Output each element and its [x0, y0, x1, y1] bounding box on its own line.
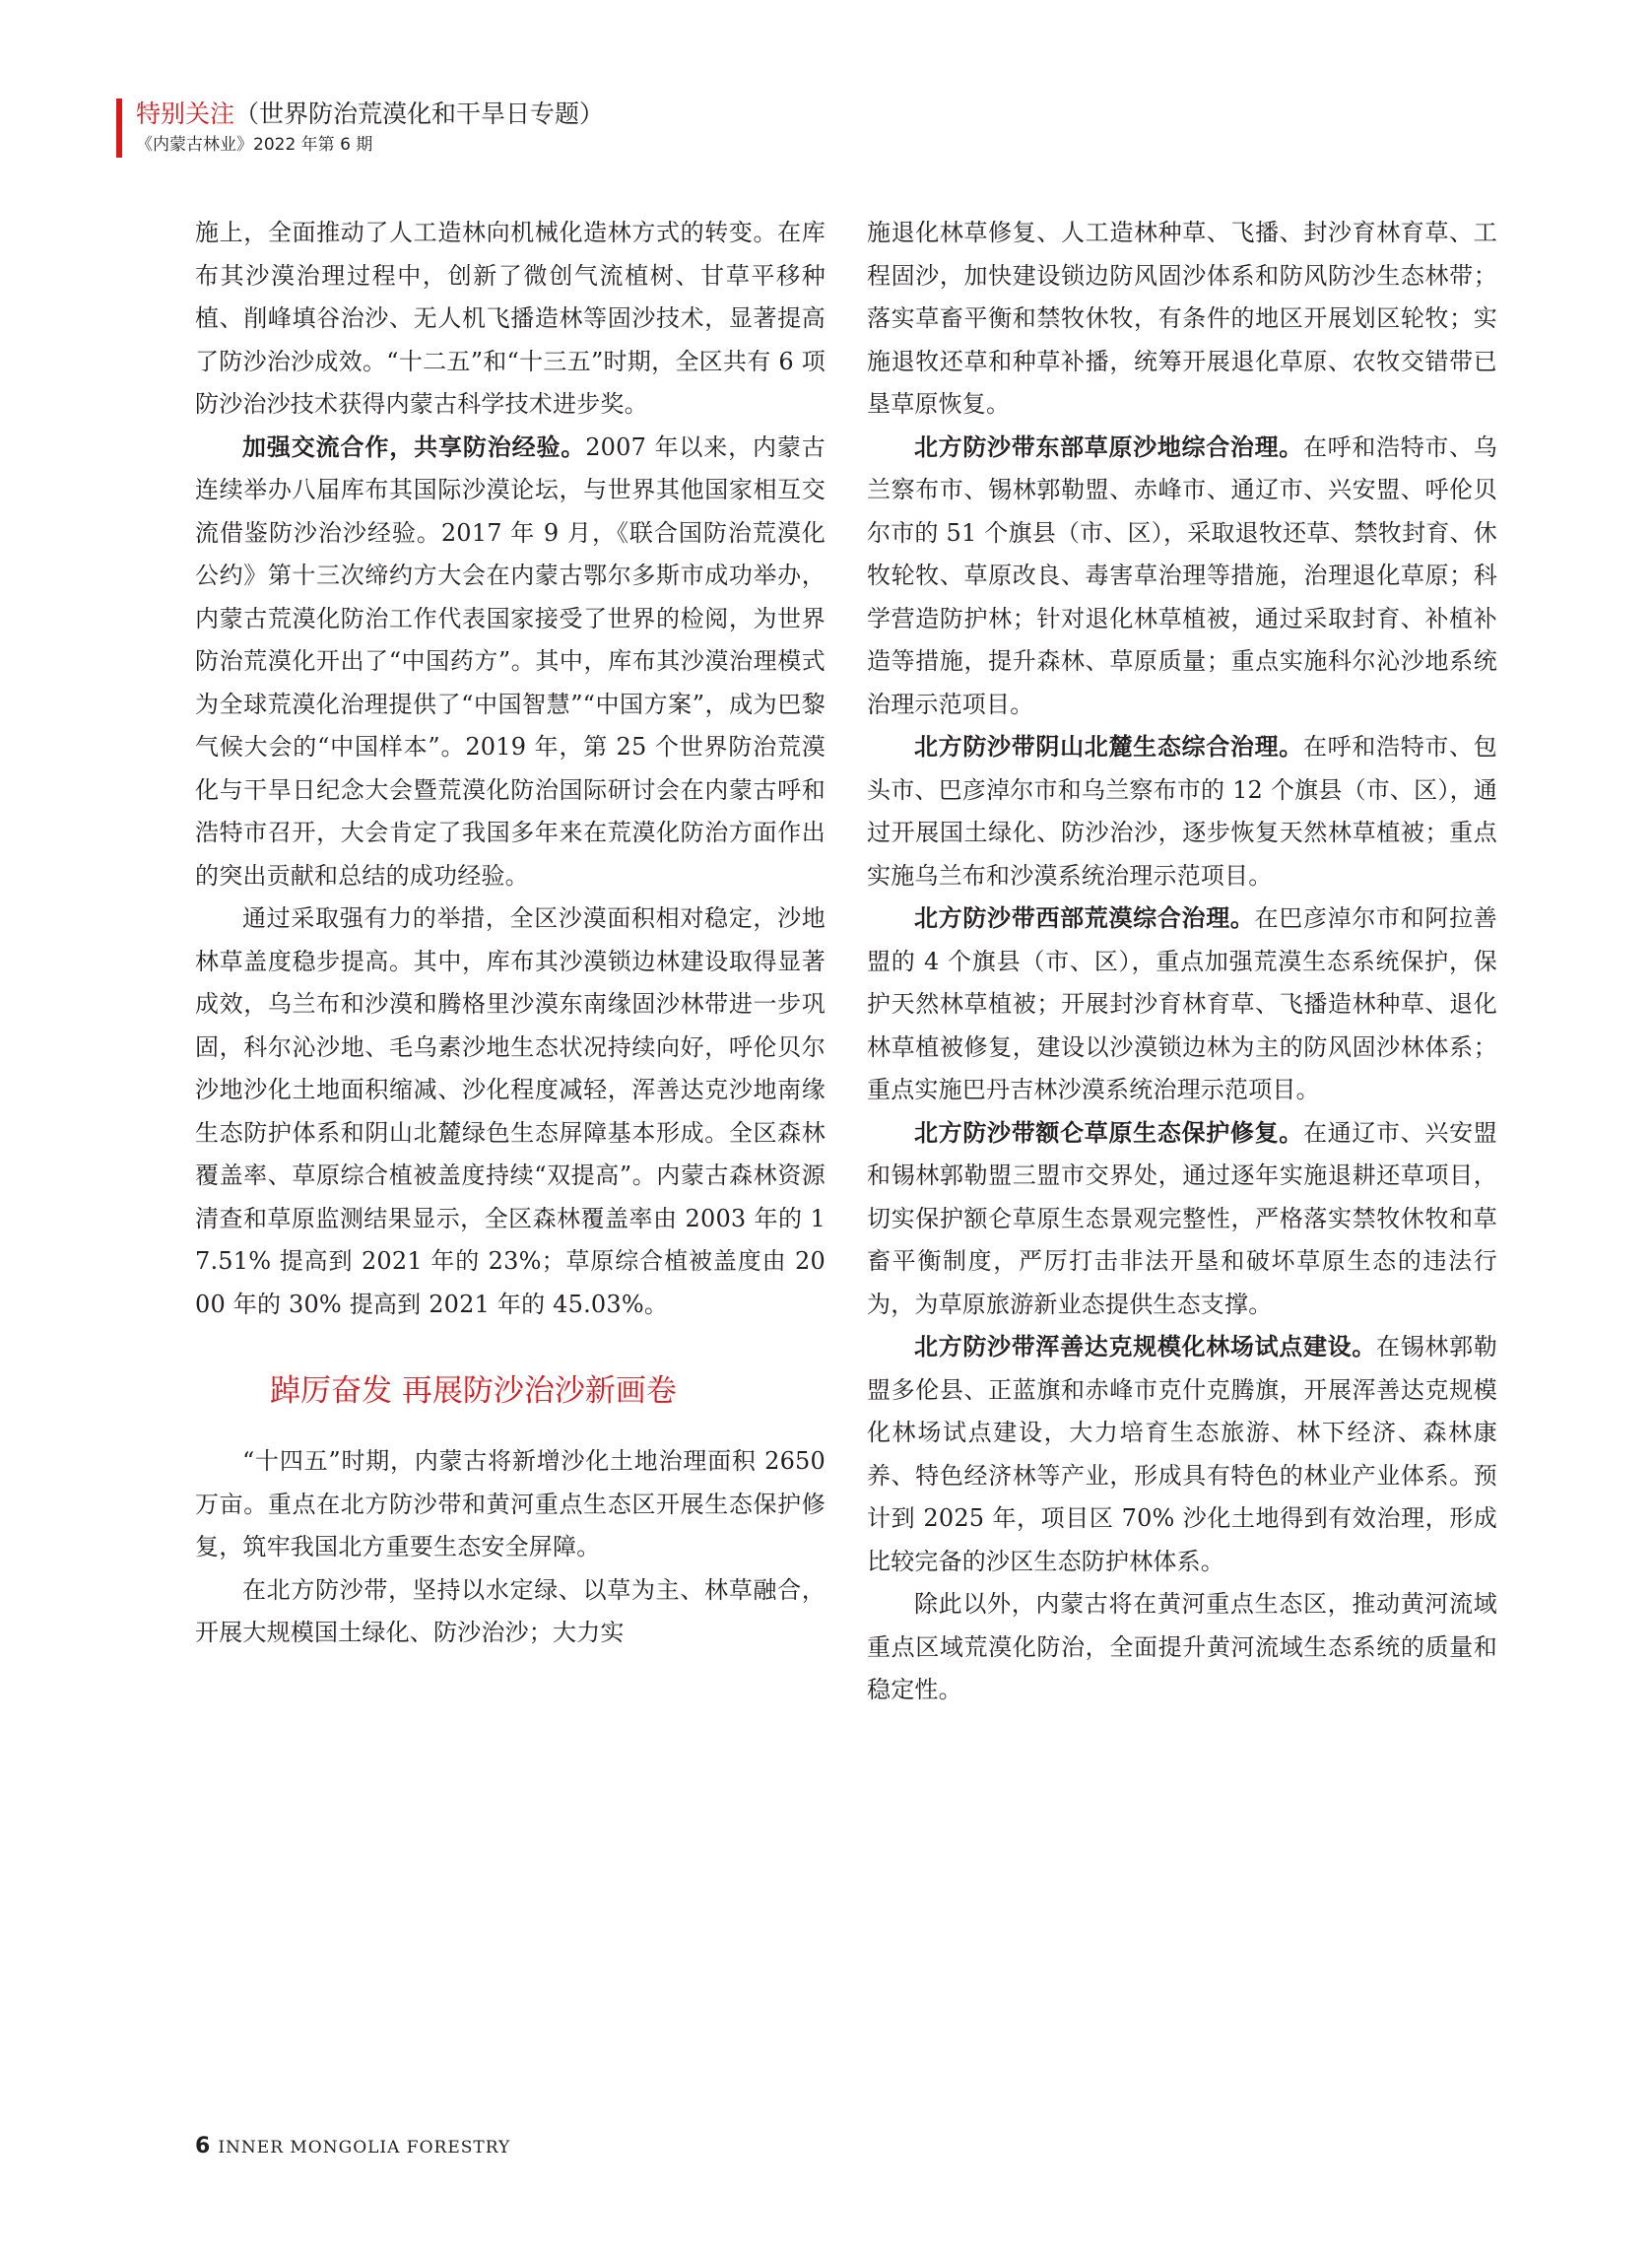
paragraph: 通过采取强有力的举措，全区沙漠面积相对稳定，沙地林草盖度稳步提高。其中，库布其沙漠锁边林建设取得显著成效，乌兰布和沙漠和腾格里沙漠东南缘固沙林带进一步巩固，科尔沁沙地、毛乌素沙地生态状况持续向好，呼伦贝尔沙地沙化土地面积缩减、沙化程度减轻，浑善达克沙地南缘生态防护体系和阴山北麓绿色生态屏障基本形成。全区森林覆盖率、草原综合植被盖度持续“双提高”。内蒙古森林资源清查和草原监测结果显示，全区森林覆盖率由 2003 年的 17.51% 提高到 2021 年的 23%；草原综合植被盖度由 2000 年的 30% 提高到 2021 年的 45.03%。: [195, 904, 826, 1318]
paragraph: 施退化林草修复、人工造林种草、飞播、封沙育林育草、工程固沙，加快建设锁边防风固沙体系和防风防沙生态林带；落实草畜平衡和禁牧休牧，有条件的地区开展划区轮牧；实施退牧还草和种草补播，统筹开展退化草原、农牧交错带已垦草原恢复。: [867, 219, 1497, 418]
section-label: 特别关注: [136, 100, 235, 128]
issue-label: 《内蒙古林业》2022 年第 6 期: [136, 135, 373, 155]
paragraph: “十四五”时期，内蒙古将新增沙化土地治理面积 2650 万亩。重点在北方防沙带和黄河重点生态区开展生态保护修复，筑牢我国北方重要生态安全屏障。: [195, 1447, 826, 1560]
paragraph: [867, 1112, 1497, 1327]
topic-label: （世界防治荒漠化和干旱日专题）: [234, 100, 605, 128]
paragraph-lead: 北方防沙带浑善达克规模化林场试点建设。: [914, 1333, 1377, 1361]
paragraph-lead: 北方防沙带西部荒漠综合治理。: [914, 904, 1255, 932]
paragraph-body: 在通辽市、兴安盟和锡林郭勒盟三盟市交界处，通过逐年实施退耕还草项目，切实保护额仑草原生态景观完整性，严格落实禁牧休牧和草畜平衡制度，严厉打击非法开垦和破坏草原生态的违法行为，为草原旅游新业态提供生态支撑。: [867, 1118, 1497, 1318]
paragraph: [867, 1326, 1497, 1583]
paragraph: [867, 427, 1497, 727]
page-number: 6: [195, 2134, 211, 2158]
paragraph-lead: 北方防沙带东部草原沙地综合治理。: [914, 432, 1303, 461]
page-footer: [195, 2135, 510, 2159]
paragraph-lead: 北方防沙带额仑草原生态保护修复。: [914, 1118, 1303, 1147]
paragraph: [195, 427, 826, 898]
paragraph: 在北方防沙带，坚持以水定绿、以草为主、林草融合，开展大规模国土绿化、防沙治沙；大力实: [195, 1575, 826, 1646]
left-column: [195, 212, 826, 1655]
paragraph: [867, 726, 1497, 897]
paragraph: 除此以外，内蒙古将在黄河重点生态区，推动黄河流域重点区域荒漠化防治，全面提升黄河流域生态系统的质量和稳定性。: [867, 1590, 1497, 1703]
paragraph-lead: 北方防沙带阴山北麓生态综合治理。: [914, 733, 1303, 761]
magazine-name: INNER MONGOLIA FORESTRY: [218, 2138, 511, 2157]
paragraph-lead: 加强交流合作，共享防治经验。: [242, 432, 586, 461]
paragraph: [867, 897, 1497, 1112]
paragraph-body: 在锡林郭勒盟多伦县、正蓝旗和赤峰市克什克腾旗，开展浑善达克规模化林场试点建设，大力培育生态旅游、林下经济、森林康养、特色经济林等产业，形成具有特色的林业产业体系。预计到 2025 年，项目区 70% 沙化土地得到有效治理，形成比较完备的沙区生态防护林体系。: [867, 1333, 1497, 1575]
paragraph: 施上，全面推动了人工造林向机械化造林方式的转变。在库布其沙漠治理过程中，创新了微创气流植树、甘草平移种植、削峰填谷治沙、无人机飞播造林等固沙技术，显著提高了防沙治沙成效。“十二五”和“十三五”时期，全区共有 6 项防沙治沙技术获得内蒙古科学技术进步奖。: [195, 219, 826, 418]
paragraph-body: 在呼和浩特市、包头市、巴彦淖尔市和乌兰察布市的 12 个旗县（市、区），通过开展国土绿化、防沙治沙，逐步恢复天然林草植被；重点实施乌兰布和沙漠系统治理示范项目。: [867, 733, 1497, 890]
header-accent-bar: [116, 99, 122, 158]
paragraph-body: 2007 年以来，内蒙古连续举办八届库布其国际沙漠论坛，与世界其他国家相互交流借鉴防沙治沙经验。2017 年 9 月，《联合国防治荒漠化公约》第十三次缔约方大会在内蒙古鄂尔多斯市成功举办，内蒙古荒漠化防治工作代表国家接受了世界的检阅，为世界防治荒漠化开出了“中国药方”。其中，库布其沙漠治理模式为全球荒漠化治理提供了“中国智慧”“中国方案”，成为巴黎气候大会的“中国样本”。2019 年，第 25 个世界防治荒漠化与干旱日纪念大会暨荒漠化防治国际研讨会在内蒙古呼和浩特市召开，大会肯定了我国多年来在荒漠化防治方面作出的突出贡献和总结的成功经验。: [195, 432, 826, 890]
paragraph-body: 在巴彦淖尔市和阿拉善盟的 4 个旗县（市、区），重点加强荒漠生态系统保护，保护天然林草植被；开展封沙育林育草、飞播造林种草、退化林草植被修复，建设以沙漠锁边林为主的防风固沙林体系；重点实施巴丹吉林沙漠系统治理示范项目。: [867, 904, 1497, 1103]
running-header: [136, 99, 604, 130]
paragraph-body: 在呼和浩特市、乌兰察布市、锡林郭勒盟、赤峰市、通辽市、兴安盟、呼伦贝尔市的 51 个旗县（市、区），采取退牧还草、禁牧封育、休牧轮牧、草原改良、毒害草治理等措施，治理退化草原；科学营造防护林；针对退化林草植被，通过采取封育、补植补造等措施，提升森林、草原质量；重点实施科尔沁沙地系统治理示范项目。: [867, 432, 1497, 718]
section-heading: 踔厉奋发 再展防沙治沙新画卷: [270, 1373, 677, 1409]
right-column: [867, 212, 1497, 1712]
